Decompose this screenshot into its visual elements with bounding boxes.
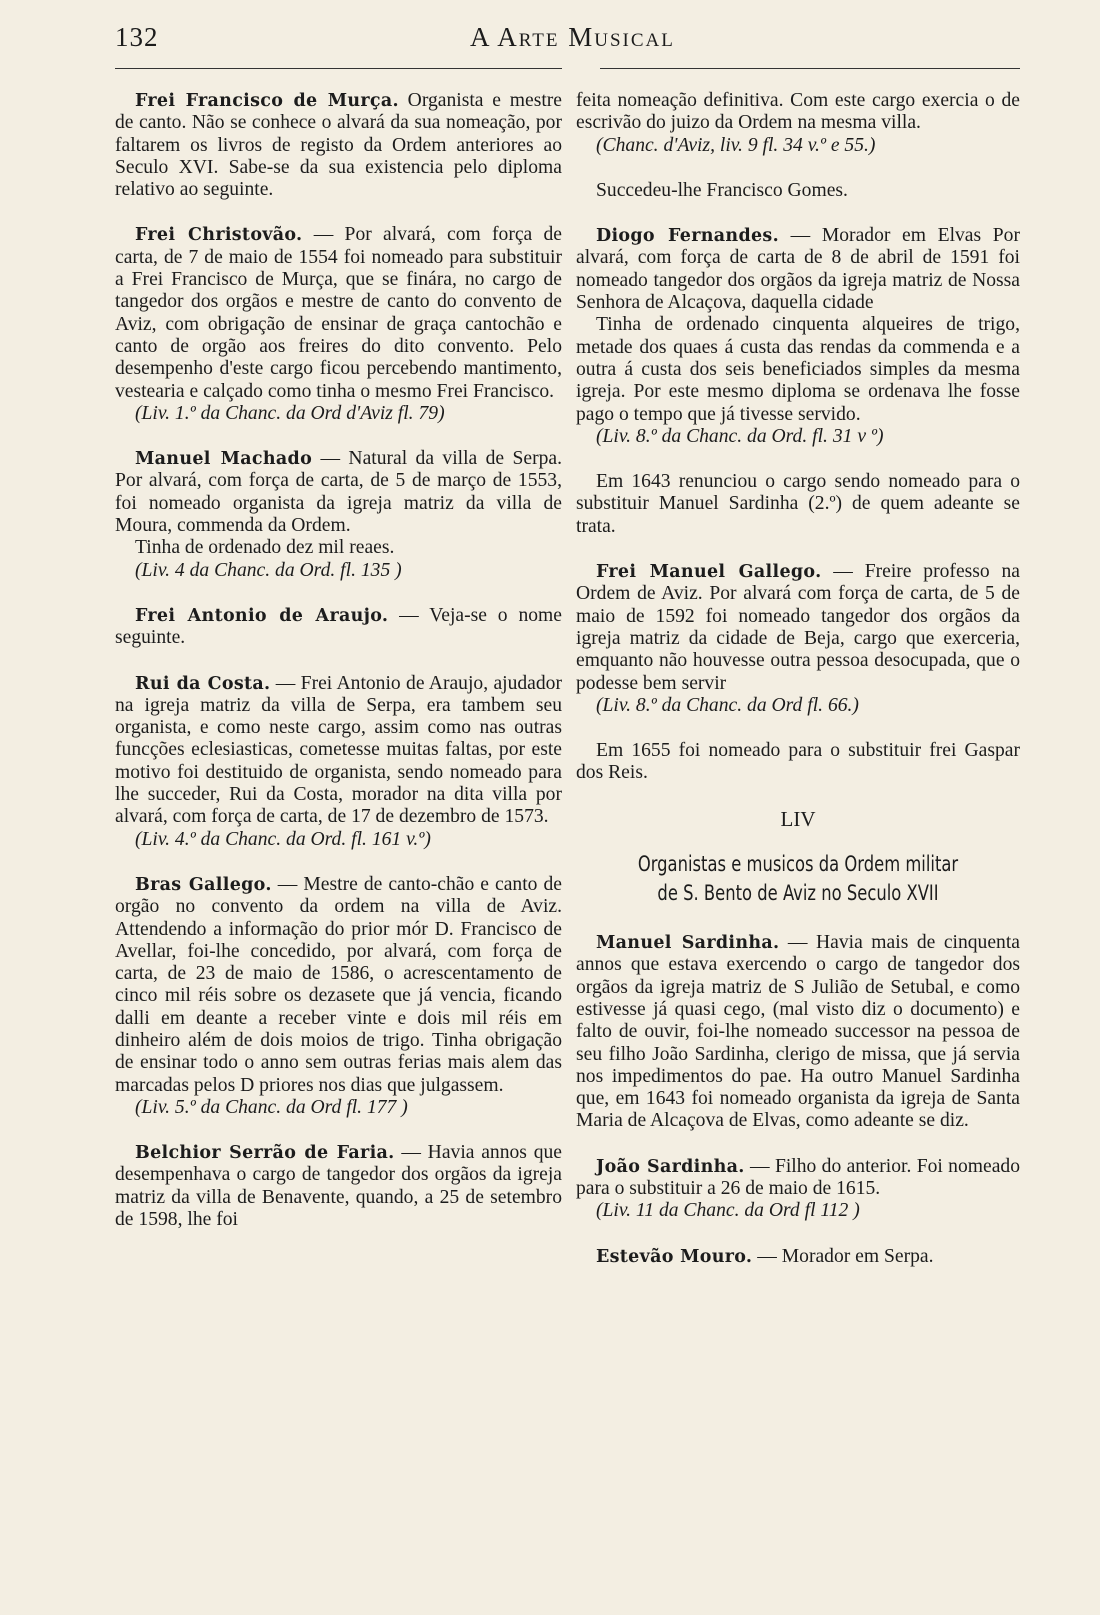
- entry-text: Em 1643 renunciou o cargo sendo nomeado para o substituir Manuel Sardinha (2.º) de quem adeante se trata.: [576, 471, 1020, 537]
- entry-text: — Por alvará, com força de carta, de 7 de maio de 1554 foi nomeado para substituir a Frei Francisco de Murça, que se finára, no cargo de tangedor dos orgãos e mestre de canto do convento de Aviz, com obrigação de ensinar de graça cantochão e canto de orgão aos freires do dito convento. Pelo desempenho d'este cargo ficou percebendo mantimento, vestearia e calçado como tinha o mesmo Frei Francisco.: [115, 224, 562, 402]
- entry-name: João Sardinha.: [596, 1156, 745, 1177]
- entry-rui-da-costa: [115, 673, 562, 851]
- right-column: [576, 90, 1020, 1291]
- section-title-line-1: Organistas e musicos da Ordem militar: [637, 852, 959, 877]
- entry-name: Estevão Mouro.: [596, 1246, 753, 1267]
- entry-frei-christovao: [115, 224, 562, 425]
- entry-estevao-mouro: [576, 1246, 1020, 1268]
- entry-text: Succedeu-lhe Francisco Gomes.: [596, 179, 848, 201]
- entry-text: — Filho do anterior. Foi nomeado para o substituir a 26 de maio de 1615.: [576, 1155, 1020, 1199]
- entry-text: — Veja-se o nome seguinte.: [115, 604, 562, 649]
- entry-name: Belchior Serrão de Faria.: [135, 1143, 395, 1164]
- page-number: 132: [115, 22, 159, 52]
- entry-name: Diogo Fernandes.: [596, 226, 779, 247]
- entry-text: — Morador em Elvas Por alvará, com força de carta de 8 de abril de 1591 foi nomeado tangedor dos orgãos da igreja matriz de Nossa Senhora de Alcaçova, daquella cidade: [576, 225, 1020, 314]
- entry-frei-antonio-de-araujo: [115, 605, 562, 650]
- section-title-line-2: de S. Bento de Aviz no Seculo XVII: [657, 881, 939, 906]
- entry-name: Frei Manuel Gallego.: [596, 562, 822, 583]
- entry-manuel-machado: [115, 448, 562, 582]
- entry-text: — Havia annos que desempenhava o cargo de tangedor dos orgãos da igreja matriz da villa de Benavente, quando, a 25 de setembro de 1598, lhe foi: [115, 1142, 562, 1231]
- entry-text: Em 1655 foi nomeado para o substituir frei Gaspar dos Reis.: [576, 740, 1020, 784]
- page-header: [115, 22, 1020, 62]
- section-number: LIV: [780, 806, 816, 831]
- entry-citation: (Liv. 8.º da Chanc. da Ord fl. 66.): [596, 694, 859, 716]
- entry-joao-sardinha: [576, 1156, 1020, 1223]
- entry-citation: (Liv. 4 da Chanc. da Ord. fl. 135 ): [135, 559, 402, 581]
- entry-citation: (Liv. 8.º da Chanc. da Ord. fl. 31 v º): [596, 425, 884, 447]
- entry-belchior-serrao-de-faria: [115, 1142, 562, 1231]
- section-title: [625, 850, 971, 908]
- entry-text: — Frei Antonio de Araujo, ajudador na igreja matriz da villa de Serpa, era tambem seu organista, e como neste cargo, assim como nas outras funcções eclesiasticas, cometesse muitas faltas, por este motivo foi destituido de organista, sendo nomeado para lhe succeder, Rui da Costa, morador na dita villa por alvará, com força de carta, de 17 de dezembro de 1573.: [115, 672, 562, 828]
- entry-manuel-sardinha: [576, 932, 1020, 1133]
- running-title: A Arte Musical: [470, 22, 675, 52]
- header-rule-right: [600, 68, 1020, 69]
- entry-substitution-note: [576, 740, 1020, 785]
- entry-text: — Havia mais de cinquenta annos que estava exercendo o cargo de tangedor dos orgãos da igreja matriz de S Julião de Setubal, e como estivesse já quasi cego, (mal visto diz o documento) e falto de ouvir, foi-lhe nomeado successor na pessoa de seu filho João Sardinha, clerigo de missa, que já servia nos impedimentos do pae. Ha outro Manuel Sardinha que, em 1643 foi nomeado organista da igreja de Santa Maria de Alcaçova de Elvas, como adeante se diz.: [576, 932, 1020, 1132]
- entry-text: — Mestre de canto-chão e canto de orgão no convento da ordem na villa de Aviz. Attendendo a informação do prior mór D. Francisco de Avellar, foi-lhe concedido, por alvará, com força de carta, de 23 de maio de 1586, o acrescentamento de cinco mil réis sobre os dezasete que já vencia, ficando dalli em deante a receber vinte e dois mil réis em dinheiro além de dois moios de trigo. Tinha obrigação de ensinar todo o anno sem outras ferias mais alem das marcadas pelos D priores nos dias que julgassem.: [115, 873, 562, 1096]
- entry-name: Rui da Costa.: [135, 673, 271, 694]
- entry-citation: (Liv. 4.º da Chanc. da Ord. fl. 161 v.º): [135, 828, 431, 850]
- entry-text: feita nomeação definitiva. Com este cargo exercia o de escrivão do juizo da Ordem na mesma villa.: [576, 90, 1020, 134]
- entry-frei-manuel-gallego: [576, 561, 1020, 717]
- entry-frei-francisco-de-murca: [115, 90, 562, 201]
- entry-text-2: Tinha de ordenado cinquenta alqueires de trigo, metade dos quaes á custa das rendas da commenda e a outra á custa dos seis beneficiados simples da mesma igreja. Por este mesmo diploma se ordenava lhe fosse pago o tempo que já tivesse servido.: [576, 314, 1020, 425]
- entry-name: Manuel Sardinha.: [596, 933, 780, 954]
- entry-name: Manuel Machado: [135, 449, 313, 470]
- entry-name: Bras Gallego.: [135, 874, 272, 895]
- entry-text-2: Tinha de ordenado dez mil reaes.: [135, 537, 395, 559]
- entry-name: Frei Antonio de Araujo.: [135, 605, 389, 626]
- entry-text: Organista e mestre de canto. Não se conhece o alvará da sua nomeação, por faltarem os livros de registo da Ordem anteriores ao Seculo XVI. Sabe-se da sua existencia pelo diploma relativo ao seguinte.: [115, 90, 562, 201]
- entry-bras-gallego: [115, 874, 562, 1119]
- entry-diogo-fernandes: [576, 225, 1020, 448]
- left-column: [115, 90, 562, 1254]
- entry-succession-note: [576, 180, 1020, 202]
- entry-citation: (Liv. 11 da Chanc. da Ord fl 112 ): [596, 1200, 860, 1222]
- entry-name: Frei Francisco de Murça.: [135, 91, 399, 111]
- entry-name: Frei Christovão.: [135, 225, 303, 246]
- entry-continuation: [576, 90, 1020, 157]
- entry-citation: (Liv. 5.º da Chanc. da Ord fl. 177 ): [135, 1096, 408, 1118]
- entry-text: — Freire professo na Ordem de Aviz. Por alvará com força de carta, de 5 de maio de 1592 foi nomeado tangedor dos orgãos da igreja matriz da cidade de Beja, cargo que exerceria, emquanto não houvesse outra pessoa desocupada, que o podesse bem servir: [576, 561, 1020, 694]
- entry-text: — Morador em Serpa.: [752, 1245, 934, 1267]
- entry-citation: (Liv. 1.º da Chanc. da Ord d'Aviz fl. 79): [135, 402, 445, 424]
- entry-renunciation-note: [576, 471, 1020, 538]
- header-rule-left: [115, 68, 562, 69]
- entry-citation: (Chanc. d'Aviz, liv. 9 fl. 34 v.º e 55.): [596, 134, 876, 156]
- entry-text: — Natural da villa de Serpa. Por alvará, com força de carta, de 5 de março de 1553, foi nomeado organista da igreja matriz da villa de Moura, commenda da Ordem.: [115, 448, 563, 537]
